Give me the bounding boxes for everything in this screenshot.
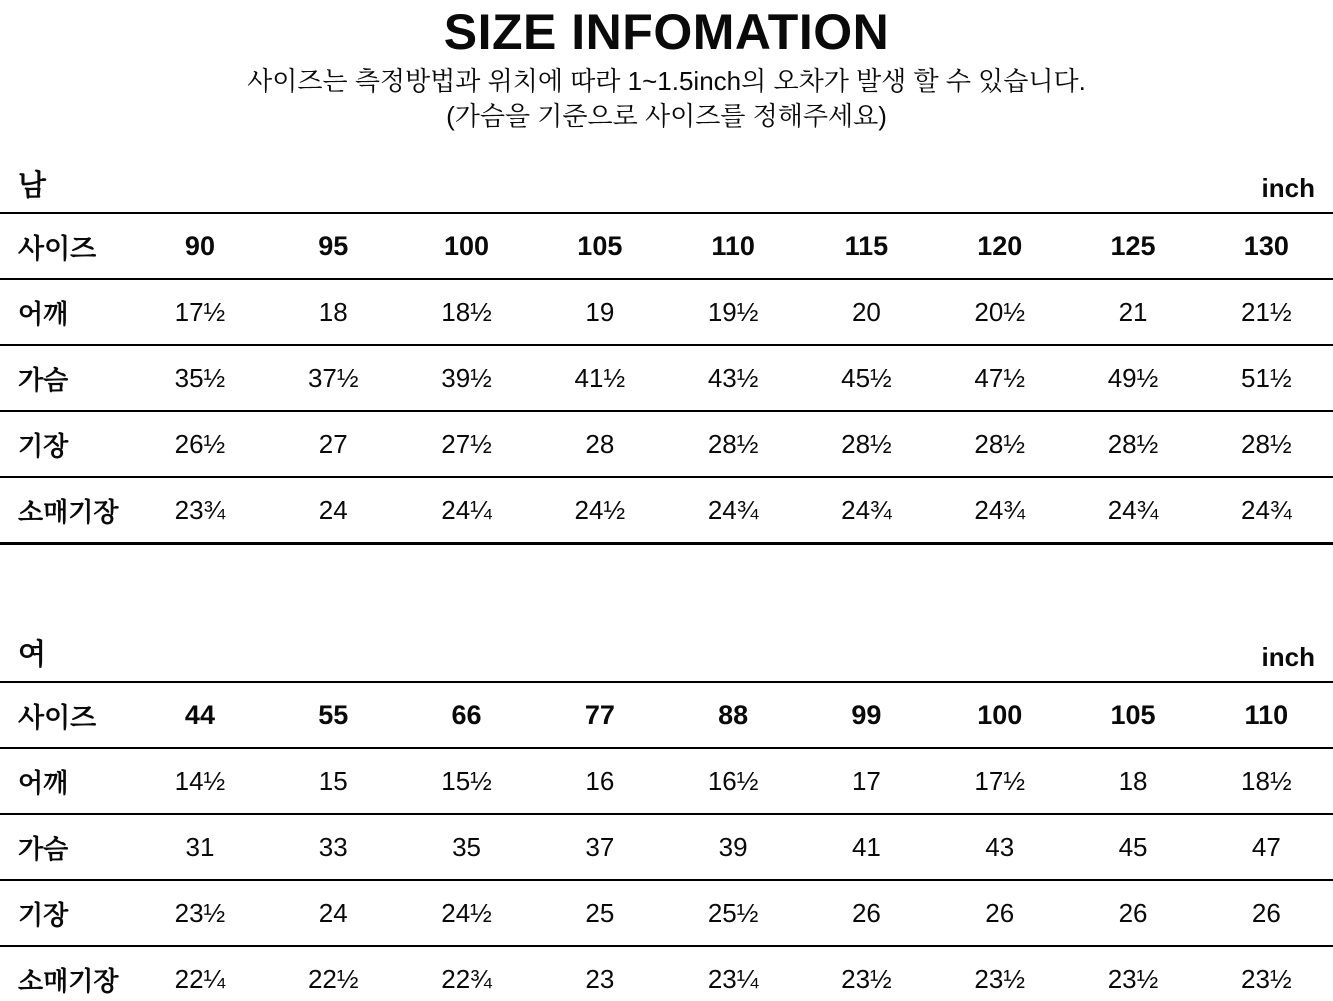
measurement-value-cell: 31 bbox=[133, 814, 266, 880]
measurement-row-label: 기장 bbox=[0, 880, 133, 946]
measurement-value-cell: 25½ bbox=[666, 880, 799, 946]
measurement-value-cell: 20 bbox=[800, 279, 933, 345]
unit-label-women: inch bbox=[1261, 642, 1315, 672]
measurement-row-label: 가슴 bbox=[0, 345, 133, 411]
measurement-value-cell: 22¼ bbox=[133, 946, 266, 1001]
measurement-value-cell: 47½ bbox=[933, 345, 1066, 411]
measurement-row bbox=[0, 880, 1333, 946]
measurement-row-label: 가슴 bbox=[0, 814, 133, 880]
measurement-value-cell: 17½ bbox=[133, 279, 266, 345]
men-size-table bbox=[0, 212, 1333, 545]
size-header-cell: 120 bbox=[933, 213, 1066, 279]
measurement-row bbox=[0, 279, 1333, 345]
measurement-value-cell: 23½ bbox=[133, 880, 266, 946]
measurement-value-cell: 23 bbox=[533, 946, 666, 1001]
size-header-cell: 66 bbox=[400, 682, 533, 748]
subtitle bbox=[0, 64, 1333, 134]
measurement-value-cell: 16½ bbox=[666, 748, 799, 814]
measurement-row bbox=[0, 946, 1333, 1001]
subtitle-line-2: (가슴을 기준으로 사이즈를 정해주세요) bbox=[446, 101, 887, 131]
women-size-section bbox=[0, 635, 1333, 1001]
measurement-value-cell: 24 bbox=[267, 477, 400, 544]
measurement-value-cell: 24¾ bbox=[666, 477, 799, 544]
size-header-cell: 105 bbox=[533, 213, 666, 279]
measurement-value-cell: 35½ bbox=[133, 345, 266, 411]
measurement-value-cell: 19½ bbox=[666, 279, 799, 345]
women-size-table bbox=[0, 681, 1333, 1001]
measurement-value-cell: 23½ bbox=[800, 946, 933, 1001]
measurement-value-cell: 18 bbox=[1066, 748, 1199, 814]
gender-label-women: 여 bbox=[18, 639, 47, 671]
women-table-header bbox=[0, 635, 1333, 681]
measurement-value-cell: 43 bbox=[933, 814, 1066, 880]
size-header-cell: 125 bbox=[1066, 213, 1199, 279]
measurement-value-cell: 25 bbox=[533, 880, 666, 946]
measurement-value-cell: 24½ bbox=[533, 477, 666, 544]
size-header-cell: 115 bbox=[800, 213, 933, 279]
measurement-value-cell: 17 bbox=[800, 748, 933, 814]
measurement-value-cell: 23½ bbox=[1200, 946, 1333, 1001]
measurement-row-label: 기장 bbox=[0, 411, 133, 477]
measurement-value-cell: 24¾ bbox=[933, 477, 1066, 544]
measurement-value-cell: 49½ bbox=[1066, 345, 1199, 411]
measurement-value-cell: 16 bbox=[533, 748, 666, 814]
measurement-value-cell: 21 bbox=[1066, 279, 1199, 345]
measurement-value-cell: 18 bbox=[267, 279, 400, 345]
measurement-value-cell: 28½ bbox=[933, 411, 1066, 477]
size-header-cell: 110 bbox=[1200, 682, 1333, 748]
measurement-value-cell: 45 bbox=[1066, 814, 1199, 880]
measurement-value-cell: 41 bbox=[800, 814, 933, 880]
size-header-cell: 55 bbox=[267, 682, 400, 748]
measurement-value-cell: 28½ bbox=[1066, 411, 1199, 477]
measurement-value-cell: 18½ bbox=[1200, 748, 1333, 814]
measurement-value-cell: 23½ bbox=[1066, 946, 1199, 1001]
measurement-value-cell: 33 bbox=[267, 814, 400, 880]
measurement-value-cell: 26 bbox=[1066, 880, 1199, 946]
size-header-cell: 100 bbox=[933, 682, 1066, 748]
measurement-value-cell: 23¼ bbox=[666, 946, 799, 1001]
measurement-row bbox=[0, 477, 1333, 544]
subtitle-line-1: 사이즈는 측정방법과 위치에 따라 1~1.5inch의 오차가 발생 할 수 있습니다. bbox=[247, 66, 1086, 96]
measurement-value-cell: 37½ bbox=[267, 345, 400, 411]
measurement-value-cell: 22½ bbox=[267, 946, 400, 1001]
men-size-section bbox=[0, 166, 1333, 545]
measurement-row-label: 소매기장 bbox=[0, 946, 133, 1001]
measurement-value-cell: 22¾ bbox=[400, 946, 533, 1001]
measurement-value-cell: 19 bbox=[533, 279, 666, 345]
measurement-row bbox=[0, 345, 1333, 411]
measurement-value-cell: 21½ bbox=[1200, 279, 1333, 345]
size-header-cell: 100 bbox=[400, 213, 533, 279]
size-header-cell: 95 bbox=[267, 213, 400, 279]
measurement-value-cell: 24 bbox=[267, 880, 400, 946]
size-header-cell: 99 bbox=[800, 682, 933, 748]
size-header-cell: 88 bbox=[666, 682, 799, 748]
size-header-label: 사이즈 bbox=[0, 682, 133, 748]
measurement-value-cell: 26 bbox=[933, 880, 1066, 946]
measurement-value-cell: 24½ bbox=[400, 880, 533, 946]
measurement-value-cell: 35 bbox=[400, 814, 533, 880]
size-header-cell: 105 bbox=[1066, 682, 1199, 748]
size-header-label: 사이즈 bbox=[0, 213, 133, 279]
measurement-value-cell: 43½ bbox=[666, 345, 799, 411]
measurement-value-cell: 28½ bbox=[800, 411, 933, 477]
measurement-value-cell: 24¼ bbox=[400, 477, 533, 544]
measurement-value-cell: 15 bbox=[267, 748, 400, 814]
size-header-row bbox=[0, 682, 1333, 748]
measurement-value-cell: 24¾ bbox=[800, 477, 933, 544]
size-header-row bbox=[0, 213, 1333, 279]
measurement-value-cell: 14½ bbox=[133, 748, 266, 814]
size-header-cell: 110 bbox=[666, 213, 799, 279]
page-title: SIZE INFOMATION bbox=[443, 4, 890, 60]
measurement-value-cell: 27 bbox=[267, 411, 400, 477]
measurement-value-cell: 28½ bbox=[1200, 411, 1333, 477]
measurement-value-cell: 51½ bbox=[1200, 345, 1333, 411]
measurement-value-cell: 23½ bbox=[933, 946, 1066, 1001]
size-header-cell: 130 bbox=[1200, 213, 1333, 279]
measurement-value-cell: 47 bbox=[1200, 814, 1333, 880]
measurement-value-cell: 26 bbox=[800, 880, 933, 946]
size-header-cell: 77 bbox=[533, 682, 666, 748]
measurement-value-cell: 17½ bbox=[933, 748, 1066, 814]
measurement-value-cell: 23¾ bbox=[133, 477, 266, 544]
measurement-row bbox=[0, 748, 1333, 814]
gender-label-men: 남 bbox=[18, 170, 47, 202]
measurement-row-label: 어깨 bbox=[0, 748, 133, 814]
size-header-cell: 90 bbox=[133, 213, 266, 279]
measurement-value-cell: 28½ bbox=[666, 411, 799, 477]
measurement-value-cell: 26 bbox=[1200, 880, 1333, 946]
unit-label-men: inch bbox=[1261, 173, 1315, 203]
measurement-value-cell: 39 bbox=[666, 814, 799, 880]
measurement-value-cell: 18½ bbox=[400, 279, 533, 345]
measurement-row-label: 소매기장 bbox=[0, 477, 133, 544]
measurement-value-cell: 45½ bbox=[800, 345, 933, 411]
measurement-value-cell: 39½ bbox=[400, 345, 533, 411]
measurement-value-cell: 15½ bbox=[400, 748, 533, 814]
measurement-value-cell: 27½ bbox=[400, 411, 533, 477]
measurement-value-cell: 28 bbox=[533, 411, 666, 477]
measurement-row-label: 어깨 bbox=[0, 279, 133, 345]
measurement-row bbox=[0, 814, 1333, 880]
measurement-value-cell: 24¾ bbox=[1200, 477, 1333, 544]
size-header-cell: 44 bbox=[133, 682, 266, 748]
measurement-value-cell: 37 bbox=[533, 814, 666, 880]
measurement-value-cell: 41½ bbox=[533, 345, 666, 411]
measurement-row bbox=[0, 411, 1333, 477]
men-table-header bbox=[0, 166, 1333, 212]
measurement-value-cell: 24¾ bbox=[1066, 477, 1199, 544]
measurement-value-cell: 26½ bbox=[133, 411, 266, 477]
measurement-value-cell: 20½ bbox=[933, 279, 1066, 345]
